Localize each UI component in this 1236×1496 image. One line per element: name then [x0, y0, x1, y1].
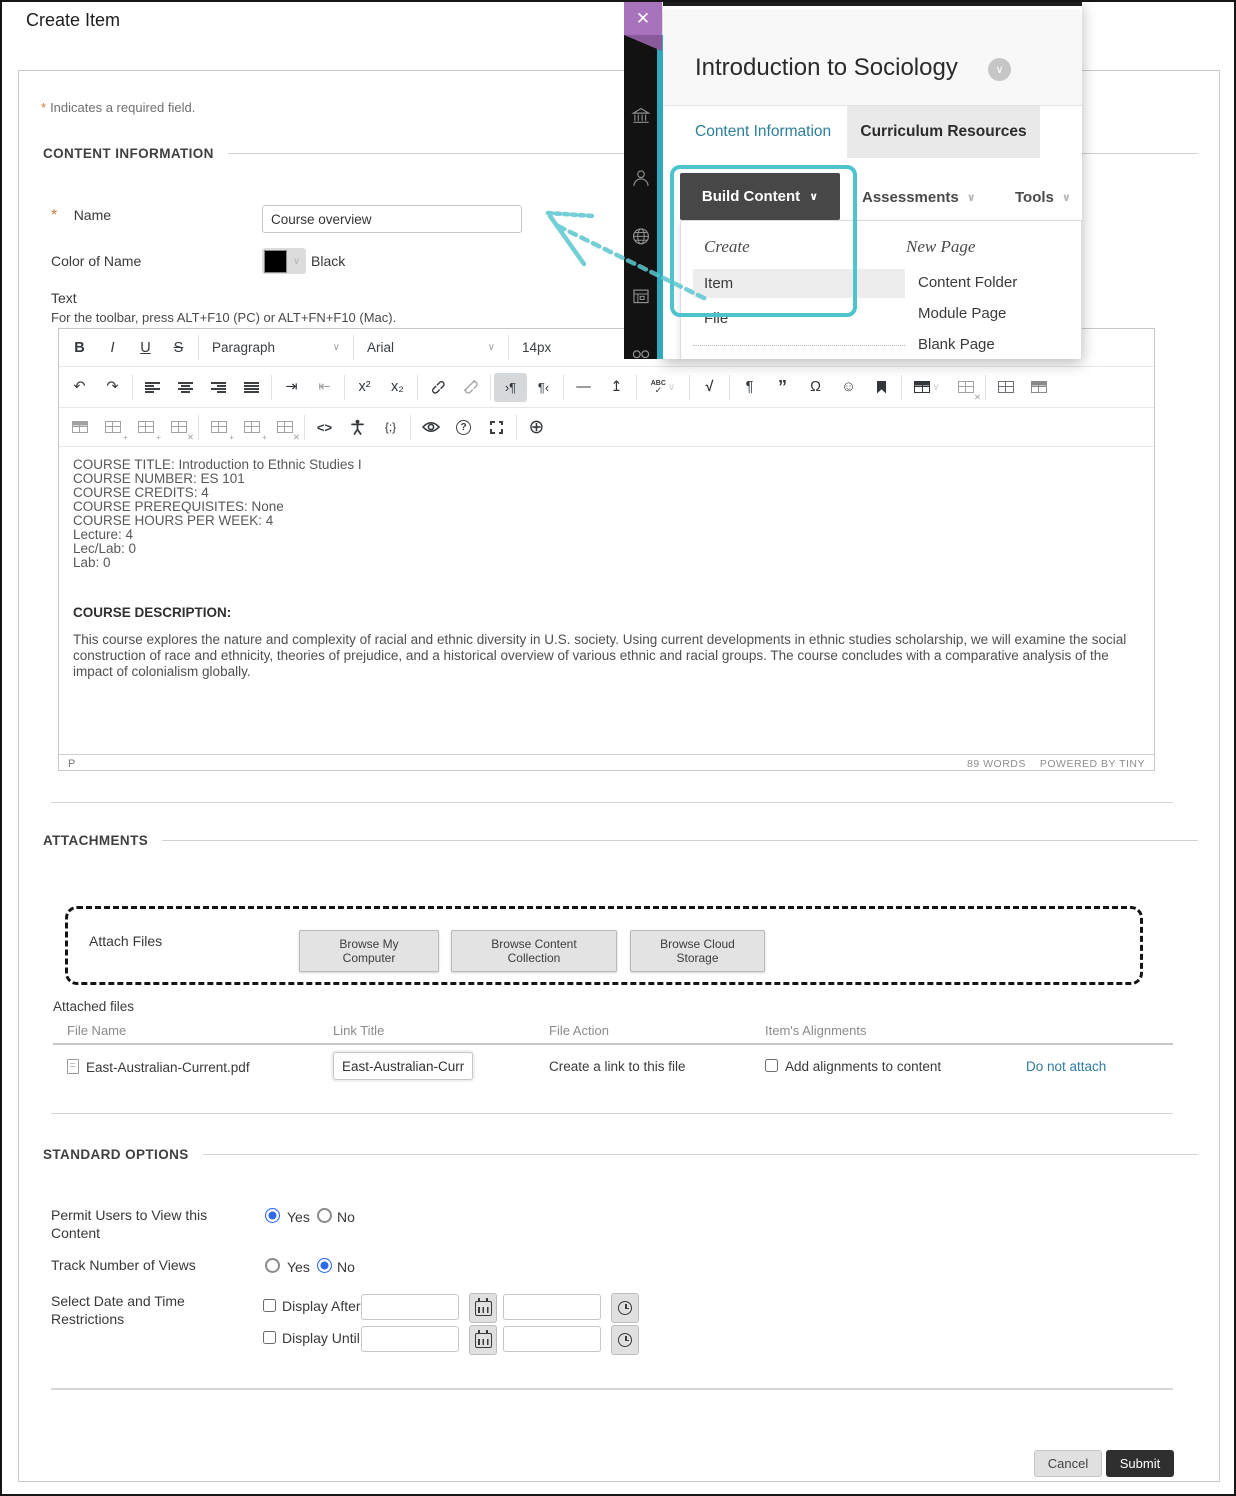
section-divider: [51, 1113, 1173, 1114]
source-code-button[interactable]: <>: [316, 419, 333, 435]
column-header-file-action: File Action: [549, 1023, 609, 1038]
cell-properties-icon: [72, 421, 88, 433]
underline-button[interactable]: U: [140, 339, 151, 356]
attach-files-dropzone[interactable]: [65, 906, 1143, 985]
text-label: Text: [51, 290, 77, 306]
date-restrictions-label-2: Restrictions: [51, 1311, 125, 1327]
outdent-button[interactable]: ⇤: [318, 379, 331, 395]
browse-my-computer-button[interactable]: Browse My Computer: [299, 930, 439, 972]
emoticon-button[interactable]: ☺: [841, 379, 856, 395]
delete-column-button[interactable]: ✕: [268, 413, 301, 442]
calendar-icon: [475, 1301, 492, 1316]
course-title: Introduction to Sociology: [695, 54, 958, 81]
fullscreen-button[interactable]: [480, 413, 513, 442]
required-asterisk: *: [41, 100, 47, 115]
editor-line: COURSE HOURS PER WEEK: 4: [73, 513, 274, 528]
menu-item-module-page[interactable]: Module Page: [918, 305, 1007, 322]
section-divider: [51, 1388, 1173, 1390]
required-asterisk: *: [51, 207, 58, 224]
delete-table-button[interactable]: ✕: [949, 373, 982, 402]
toolbar-separator: [563, 375, 564, 400]
toolbar-separator: [508, 335, 509, 360]
course-menu-sidebar: [624, 35, 657, 359]
add-alignments-label: Add alignments to content: [785, 1059, 942, 1074]
clock-icon: [618, 1301, 632, 1315]
editor-line: COURSE NUMBER: ES 101: [73, 471, 245, 486]
rich-text-editor: [58, 328, 1155, 771]
build-content-dropdown: [680, 220, 1082, 359]
anchor-button[interactable]: [865, 373, 898, 402]
section-divider: [51, 802, 1173, 803]
toolbar-separator: [729, 375, 730, 400]
link-title-input[interactable]: [333, 1052, 473, 1080]
preview-button[interactable]: [414, 413, 447, 442]
align-left-button[interactable]: [136, 373, 169, 402]
special-character-button[interactable]: Ω: [810, 379, 821, 395]
column-left-icon: [211, 421, 227, 433]
add-alignments-checkbox[interactable]: [765, 1059, 778, 1072]
toolbar-separator: [198, 335, 199, 360]
word-count: 89 WORDS POWERED BY TINY: [967, 758, 1145, 770]
page-title: Create Item: [26, 10, 121, 30]
chevron-down-icon: ∨: [667, 381, 676, 393]
course-content-card: [663, 2, 1082, 359]
help-icon: ?: [456, 420, 471, 435]
toolbar-separator: [344, 375, 345, 400]
tab-curriculum-resources[interactable]: Curriculum Resources: [847, 106, 1040, 158]
calendar-icon: [475, 1333, 492, 1348]
table-header-icon: [1031, 381, 1047, 393]
color-of-name-label: Color of Name: [51, 253, 142, 269]
align-right-button[interactable]: [202, 373, 235, 402]
toolbar-separator: [353, 335, 354, 360]
chevron-down-icon: ∨: [932, 381, 940, 393]
toolbar-separator: [132, 375, 133, 400]
attach-files-label: Attach Files: [89, 933, 163, 949]
toolbar-separator: [901, 375, 902, 400]
permit-users-label: Permit Users to View this: [51, 1207, 208, 1223]
table-delete-icon: [958, 381, 974, 393]
permit-users-label-2: Content: [51, 1225, 101, 1241]
editor-line: COURSE CREDITS: 4: [73, 485, 209, 500]
group-icon[interactable]: [630, 346, 652, 359]
toolbar-separator: [304, 415, 305, 440]
display-until-date-input[interactable]: [361, 1326, 459, 1352]
strikethrough-button[interactable]: S: [173, 339, 184, 356]
display-after-date-input[interactable]: [361, 1294, 459, 1320]
display-after-calendar-button[interactable]: [469, 1293, 497, 1323]
toolbar-separator: [410, 415, 411, 440]
display-until-calendar-button[interactable]: [469, 1325, 497, 1355]
column-right-icon: [244, 421, 260, 433]
delete-row-icon: [171, 421, 187, 433]
table-icon: [914, 381, 930, 393]
row-above-icon: [105, 421, 121, 433]
insert-row-below-button[interactable]: +: [129, 413, 162, 442]
editor-line: COURSE TITLE: Introduction to Ethnic Studies I: [73, 457, 362, 472]
toolbar-hint: For the toolbar, press ALT+F10 (PC) or ALT+FN+F10 (Mac).: [51, 310, 397, 325]
ribbon-fold: [624, 35, 662, 51]
display-after-time-input[interactable]: [503, 1294, 601, 1320]
table-header-rule: [53, 1043, 1173, 1045]
format-select[interactable]: Paragraph ∨: [212, 340, 340, 355]
subscript-button[interactable]: x₂: [391, 379, 404, 395]
math-formula-button[interactable]: √: [705, 379, 714, 395]
editor-line: Lab: 0: [73, 555, 111, 570]
permit-yes-radio[interactable]: [265, 1208, 280, 1223]
spellcheck-button[interactable]: [640, 373, 686, 402]
menu-item-item[interactable]: Item: [693, 269, 905, 298]
color-swatch-black: [264, 250, 287, 273]
accessibility-person-icon: [350, 419, 365, 435]
superscript-button[interactable]: x²: [358, 379, 371, 395]
chevron-down-icon[interactable]: ∨: [988, 58, 1011, 81]
required-field-note: * Indicates a required field.: [41, 100, 196, 115]
do-not-attach-link[interactable]: Do not attach: [1026, 1059, 1107, 1074]
permit-no-radio[interactable]: [317, 1208, 332, 1223]
section-title: CONTENT INFORMATION: [43, 146, 214, 161]
editor-line: Lecture: 4: [73, 527, 134, 542]
editor-line: Lec/Lab: 0: [73, 541, 137, 556]
bold-button[interactable]: B: [74, 339, 85, 356]
track-no-radio[interactable]: [317, 1258, 332, 1273]
insert-row-above-button[interactable]: +: [96, 413, 129, 442]
accessibility-checker-button[interactable]: [341, 413, 374, 442]
menu-item-file[interactable]: File: [704, 310, 729, 327]
chevron-down-icon: ∨: [966, 192, 976, 204]
toolbar-separator: [985, 375, 986, 400]
chevron-down-icon: ∨: [809, 191, 819, 203]
display-until-time-input[interactable]: [503, 1326, 601, 1352]
menu-item-blank-page[interactable]: Blank Page: [918, 336, 995, 353]
display-after-checkbox[interactable]: [263, 1299, 276, 1312]
track-no-label: No: [337, 1259, 355, 1275]
spellcheck-icon: ABC ✓: [650, 379, 666, 395]
chevron-down-icon: ∨: [292, 255, 301, 267]
section-rule: [203, 1154, 1198, 1155]
file-icon: [67, 1059, 79, 1074]
rtl-direction-button[interactable]: ¶‹: [537, 379, 550, 395]
row-below-icon: [138, 421, 154, 433]
editor-toolbar-row2: [59, 367, 1154, 408]
display-after-clock-button[interactable]: [611, 1293, 639, 1323]
toolbar-separator: [516, 415, 517, 440]
insert-link-button[interactable]: [421, 373, 454, 402]
column-header-file-name: File Name: [67, 1023, 127, 1038]
new-page-heading: New Page: [906, 237, 976, 256]
eye-icon: [422, 420, 440, 434]
tab-content-information[interactable]: Content Information: [695, 123, 832, 140]
toolbar-separator: [417, 375, 418, 400]
toolbar-separator: [271, 375, 272, 400]
menu-item-content-folder[interactable]: Content Folder: [918, 274, 1018, 291]
remove-link-button[interactable]: [454, 373, 487, 402]
attached-file-name: East-Australian-Current.pdf: [67, 1059, 250, 1075]
track-yes-radio[interactable]: [265, 1258, 280, 1273]
clock-icon: [618, 1333, 632, 1347]
table-cell-props-button[interactable]: [1022, 373, 1055, 402]
add-element-button[interactable]: ⊕: [528, 416, 545, 438]
track-views-label: Track Number of Views: [51, 1257, 196, 1273]
assessments-button[interactable]: Assessments ∨: [862, 189, 976, 206]
toolbar-separator: [689, 375, 690, 400]
section-rule: [162, 840, 1198, 841]
toolbar-separator: [636, 375, 637, 400]
link-icon: [430, 379, 446, 395]
display-until-label: Display Until: [282, 1330, 360, 1346]
ltr-direction-button[interactable]: ›¶: [494, 373, 527, 402]
permit-yes-label: Yes: [287, 1209, 310, 1225]
font-size-select[interactable]: 14px: [512, 333, 660, 362]
course-description-heading: COURSE DESCRIPTION:: [73, 605, 232, 620]
cancel-button[interactable]: Cancel: [1034, 1450, 1102, 1477]
chevron-down-icon: ∨: [332, 342, 340, 353]
delete-column-icon: [277, 421, 293, 433]
paragraph-mark-button[interactable]: ¶: [745, 379, 754, 395]
section-title: ATTACHMENTS: [43, 833, 149, 848]
justify-button[interactable]: [235, 373, 268, 402]
table-grid-icon: [998, 381, 1014, 393]
help-button[interactable]: [447, 413, 480, 442]
tools-button[interactable]: Tools ∨: [1015, 189, 1071, 206]
browse-content-collection-button[interactable]: Browse Content Collection: [451, 930, 617, 972]
horizontal-rule-button[interactable]: —: [576, 379, 591, 395]
fullscreen-icon: [490, 421, 503, 434]
person-icon[interactable]: [631, 168, 651, 187]
active-course-stripe: [657, 35, 663, 359]
institution-icon[interactable]: [631, 107, 651, 124]
insert-file-button[interactable]: ↥: [610, 379, 623, 395]
menu-divider: [693, 345, 905, 346]
build-content-popup: [624, 2, 1082, 359]
unlink-icon: [463, 379, 479, 395]
italic-button[interactable]: I: [110, 339, 115, 356]
display-until-clock-button[interactable]: [611, 1325, 639, 1355]
course-description-text: This course explores the nature and complexity of racial and ethnic diversity in U.S. society. Using current developments in ethnic studies scholarship, we will examine the social construction of race and ethnicity, theories of prejudice, and a historical overview of various ethnic and racial groups. The course concludes with a comparative analysis of the impact of colonialism globally.: [73, 632, 1127, 679]
insert-column-left-button[interactable]: +: [202, 413, 235, 442]
chevron-down-icon: ∨: [1061, 192, 1071, 204]
editor-body[interactable]: [59, 447, 1154, 754]
attached-files-label: Attached files: [53, 999, 135, 1014]
file-action-text: Create a link to this file: [549, 1059, 686, 1074]
redo-button[interactable]: ↷: [106, 379, 119, 395]
date-restrictions-label: Select Date and Time: [51, 1293, 185, 1309]
editor-line: COURSE PREREQUISITES: None: [73, 499, 284, 514]
insert-column-right-button[interactable]: +: [235, 413, 268, 442]
name-input[interactable]: [262, 205, 522, 233]
align-center-icon: [178, 382, 193, 393]
align-right-icon: [211, 382, 226, 393]
attachments-section-header: [43, 833, 1198, 848]
indent-button[interactable]: ⇥: [285, 379, 298, 395]
toolbar-separator: [490, 375, 491, 400]
permit-no-label: No: [337, 1209, 355, 1225]
submit-button[interactable]: Submit: [1106, 1450, 1174, 1477]
powered-by: POWERED BY TINY: [1039, 758, 1145, 770]
course-panel-icon[interactable]: [631, 287, 651, 306]
font-select[interactable]: Arial ∨: [367, 340, 495, 355]
bookmark-icon: [877, 381, 886, 394]
align-center-button[interactable]: [169, 373, 202, 402]
undo-button[interactable]: ↶: [73, 379, 86, 395]
table-props-button[interactable]: [989, 373, 1022, 402]
justify-icon: [244, 382, 259, 393]
insert-table-button[interactable]: [905, 373, 949, 402]
editor-status-bar: [59, 754, 1154, 773]
color-picker[interactable]: [262, 248, 306, 274]
browse-cloud-storage-button[interactable]: Browse Cloud Storage: [630, 930, 765, 972]
column-header-link-title: Link Title: [333, 1023, 385, 1038]
display-after-label: Display After: [282, 1298, 361, 1314]
section-title: STANDARD OPTIONS: [43, 1147, 189, 1162]
color-value-label: Black: [311, 253, 346, 269]
globe-icon[interactable]: [631, 227, 651, 246]
display-until-checkbox[interactable]: [263, 1331, 276, 1344]
align-left-icon: [145, 382, 160, 393]
insert-template-button[interactable]: {;}: [384, 420, 397, 434]
cell-properties-button[interactable]: [63, 413, 96, 442]
track-yes-label: Yes: [287, 1259, 310, 1275]
name-label: * Name: [51, 207, 112, 224]
toolbar-separator: [198, 415, 199, 440]
build-content-button[interactable]: Build Content ∨: [680, 173, 840, 220]
create-heading: Create: [704, 237, 750, 256]
element-path: P: [68, 758, 76, 770]
blockquote-button[interactable]: ”: [778, 376, 787, 397]
close-button[interactable]: ✕: [624, 2, 662, 35]
chevron-down-icon: ∨: [487, 342, 495, 353]
delete-row-button[interactable]: ✕: [162, 413, 195, 442]
standard-options-section-header: [43, 1147, 1198, 1162]
editor-toolbar-row3: [59, 408, 1154, 447]
course-header: [663, 10, 1082, 106]
column-header-alignments: Item's Alignments: [765, 1023, 867, 1038]
